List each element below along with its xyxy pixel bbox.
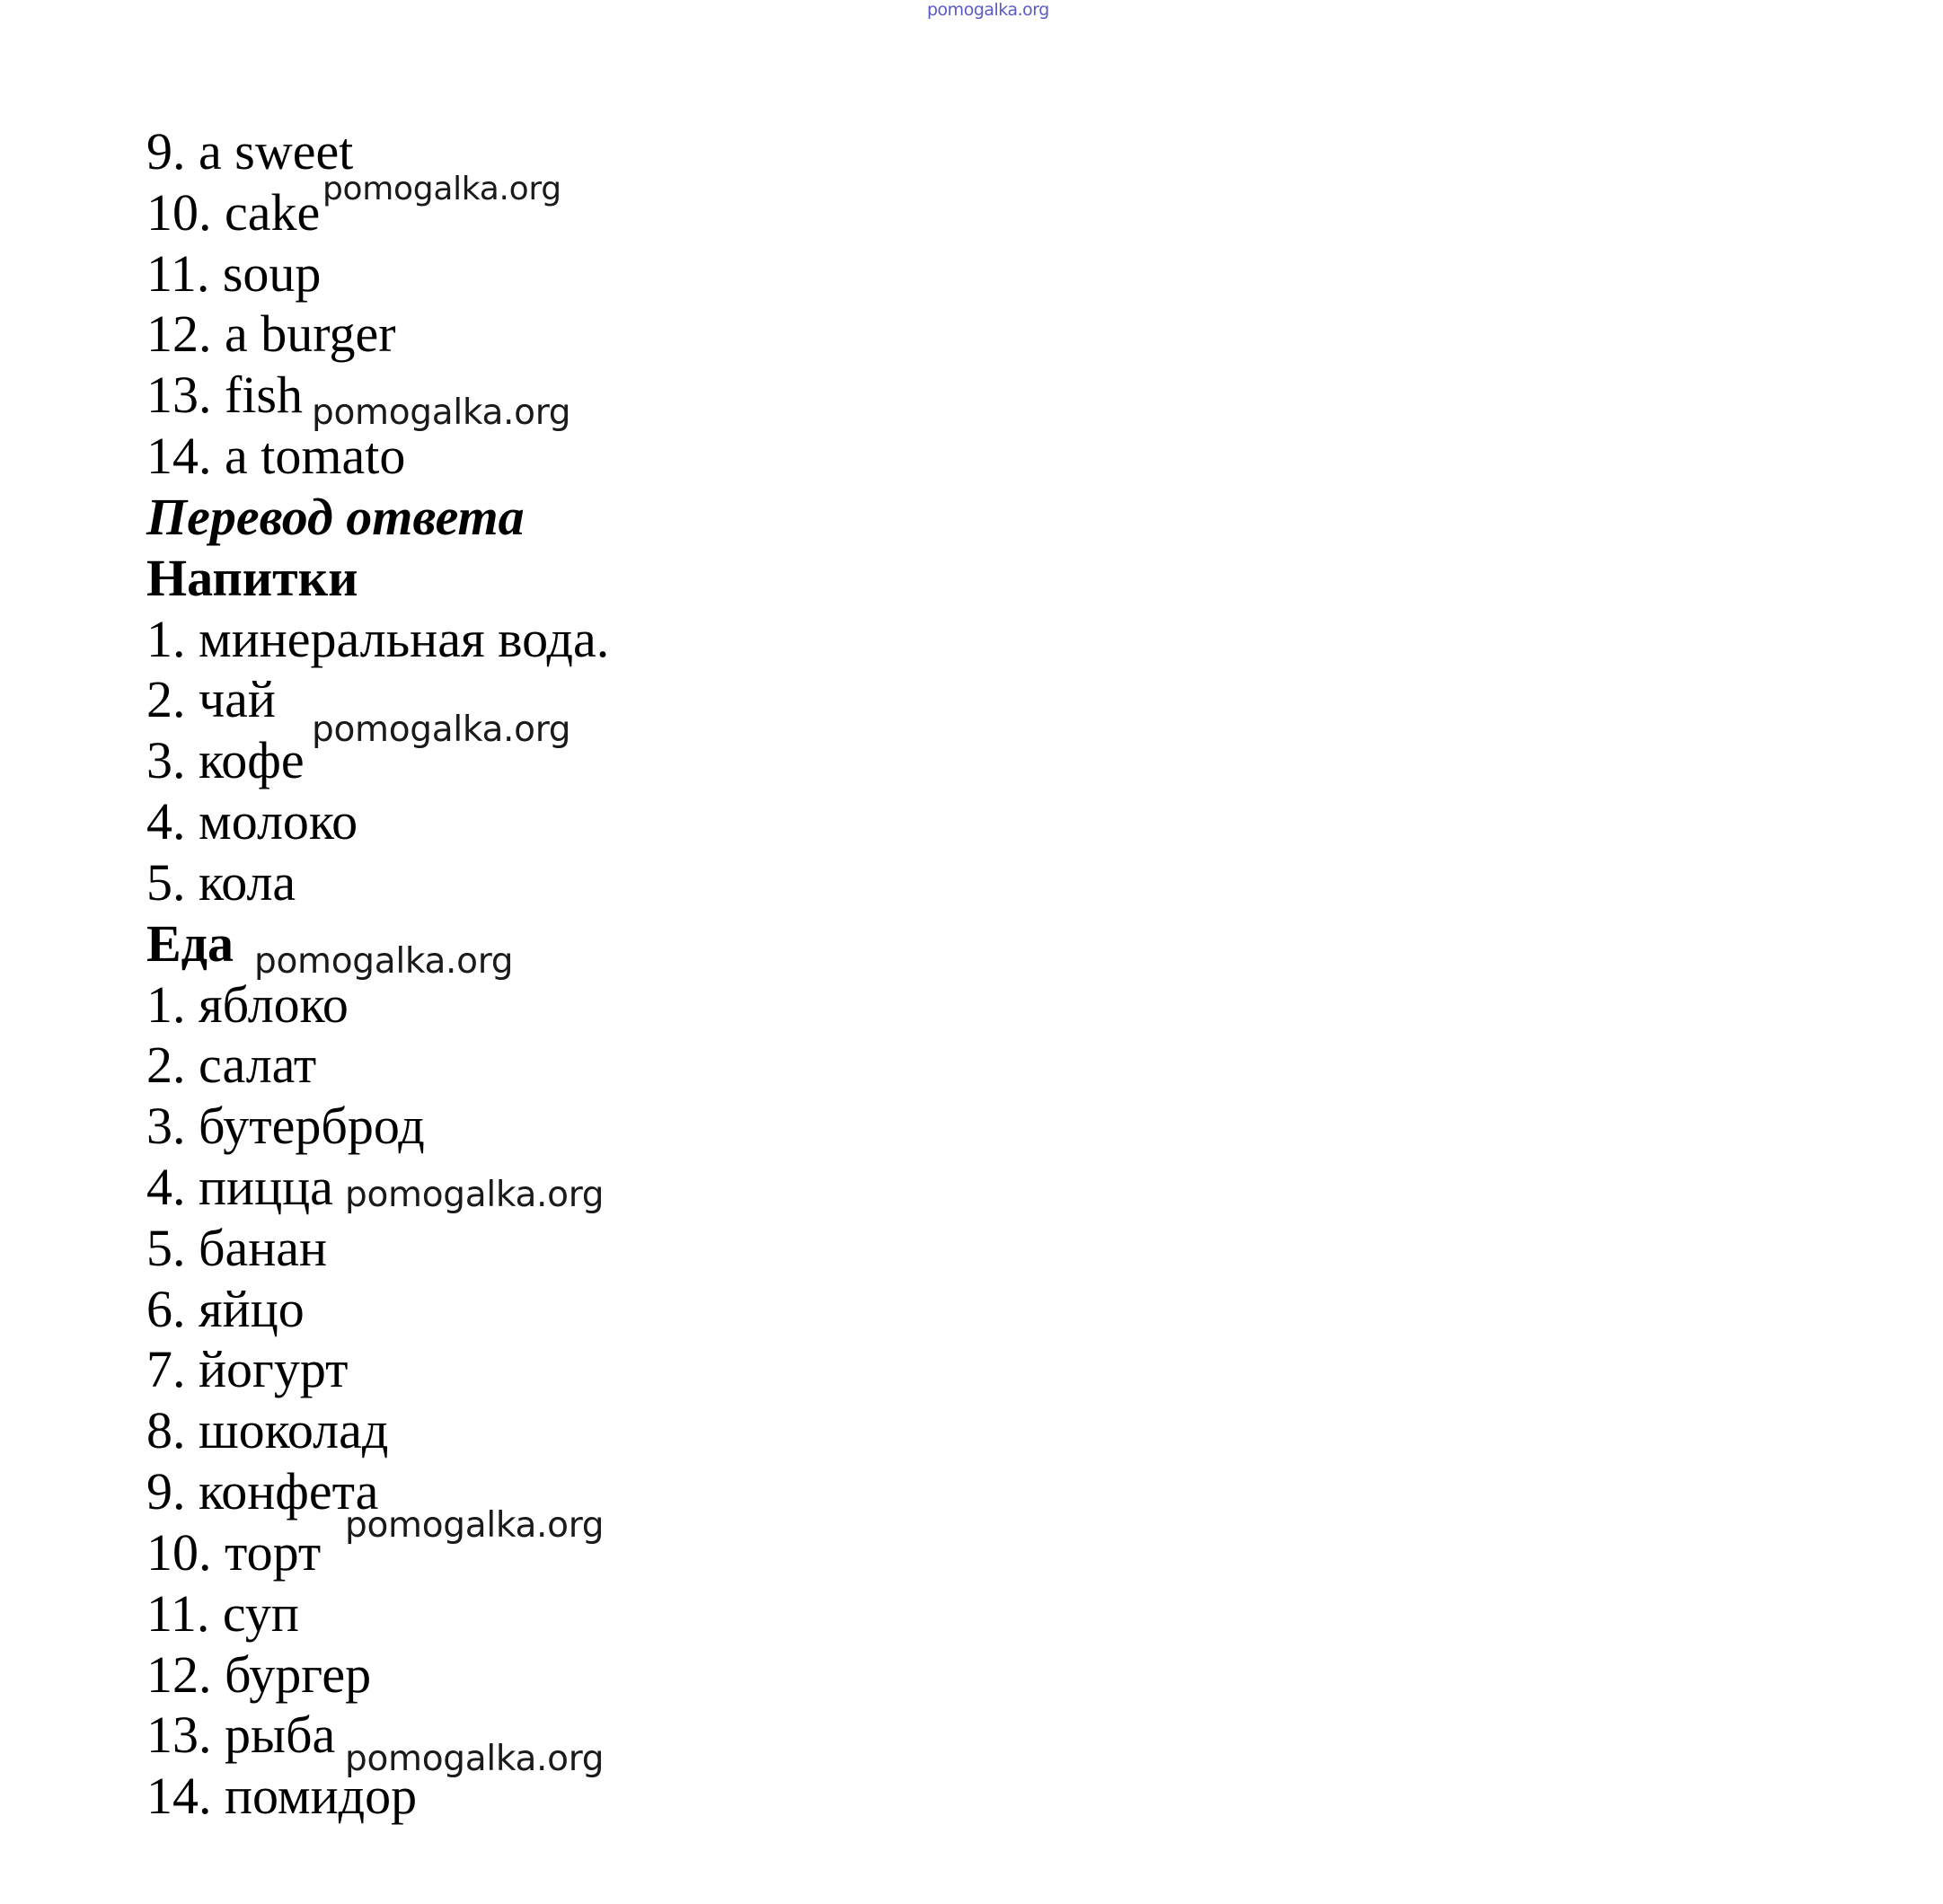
list-item: 11. суп: [146, 1584, 299, 1643]
watermark: pomogalka.org: [254, 941, 514, 982]
list-item: 13. рыба: [146, 1706, 336, 1764]
list-item: 12. бургер: [146, 1645, 372, 1704]
list-item: 8. шоколад: [146, 1401, 389, 1459]
list-item: 2. чай: [146, 670, 276, 728]
food-heading: Еда: [146, 914, 234, 973]
top-watermark: pomogalka.org: [927, 0, 1049, 20]
watermark: pomogalka.org: [312, 392, 571, 433]
list-item: 13. fish: [146, 366, 303, 424]
list-item: 6. яйцо: [146, 1280, 305, 1338]
watermark: pomogalka.org: [345, 1505, 605, 1546]
drinks-heading: Напитки: [146, 549, 358, 607]
list-item: 7. йогурт: [146, 1340, 349, 1398]
watermark: pomogalka.org: [345, 1739, 605, 1779]
watermark: pomogalka.org: [345, 1175, 605, 1215]
list-item: 4. пицца: [146, 1158, 333, 1216]
list-item: 9. a sweet: [146, 122, 354, 181]
list-item: 3. кофе: [146, 731, 305, 789]
list-item: 14. помидор: [146, 1767, 418, 1825]
list-item: 14. a tomato: [146, 427, 406, 485]
watermark: pomogalka.org: [312, 710, 571, 750]
list-item: 5. банан: [146, 1219, 328, 1277]
list-item: 12. a burger: [146, 304, 396, 363]
translation-heading: Перевод ответа: [146, 488, 525, 546]
list-item: 10. cake: [146, 183, 321, 242]
list-item: 2. салат: [146, 1036, 317, 1094]
list-item: 11. soup: [146, 244, 322, 303]
list-item: 1. яблоко: [146, 975, 349, 1034]
list-item: 5. кола: [146, 853, 296, 912]
list-item: 10. торт: [146, 1523, 322, 1582]
list-item: 1. минеральная вода.: [146, 610, 610, 668]
watermark: pomogalka.org: [322, 171, 561, 207]
list-item: 3. бутерброд: [146, 1097, 425, 1155]
list-item: 4. молоко: [146, 792, 358, 851]
list-item: 9. конфета: [146, 1462, 379, 1521]
